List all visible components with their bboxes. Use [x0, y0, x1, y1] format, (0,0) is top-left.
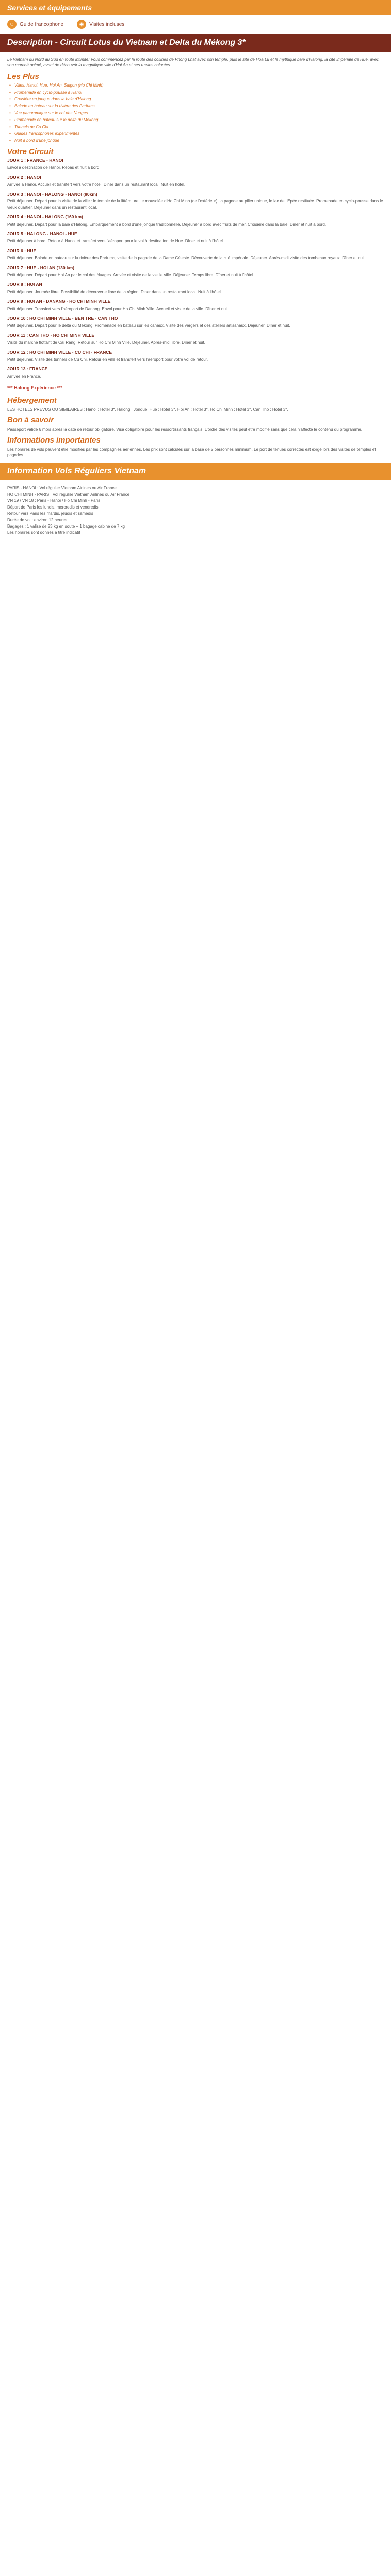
plus-item: • Villes: Hanoi, Hue, Hoi An, Saigon (Ho Chi Minh) — [14, 82, 384, 88]
day-text: Petit déjeuner. Visite des tunnels de Cu Chi. Retour en ville et transfert vers l'aéroport pour votre vol de retour. — [7, 357, 208, 362]
services-title: Services et équipements — [7, 4, 92, 12]
day-block — [7, 350, 384, 363]
day-title: JOUR 3 : HANOI - HALONG - HANOI (80km) — [7, 191, 97, 197]
description-title: Description - Circuit Lotus du Vietnam et Delta du Mékong 3* — [7, 38, 246, 47]
flight-line: Durée de vol : environ 12 heures — [7, 517, 68, 522]
services-header — [0, 0, 391, 15]
day-title: JOUR 9 : HOI AN - DANANG - HO CHI MINH VILLE — [7, 299, 111, 304]
camera-icon: ◉ — [77, 20, 86, 29]
visits-service — [77, 20, 124, 29]
day-title: JOUR 2 : HANOI — [7, 175, 41, 180]
day-block — [7, 316, 384, 329]
day-title: JOUR 1 : FRANCE - HANOI — [7, 158, 63, 163]
day-text: Envol à destination de Hanoi. Repas et nuit à bord. — [7, 165, 101, 170]
plus-item: • Promenade en cyclo-pousse à Hanoi — [14, 90, 384, 95]
day-block — [7, 192, 384, 210]
day-title: JOUR 11 : CAN THO - HO CHI MINH VILLE — [7, 332, 95, 338]
infos-text: Les horaires de vols peuvent être modifiés par les compagnies aériennes. Les prix sont calculés sur la base de 2 personnes minimum. Le port de tenues correctes est exigé lors des visites de temples et pagodes. — [7, 447, 376, 458]
visits-label: Visites incluses — [89, 21, 125, 27]
intro-text: Le Vietnam du Nord au Sud en toute intimité! Vous commencez par la route des collines de Phong Lhat avec son temple, puis le site de Hoa Lu et la mythique baie d'Halong, la cité impériale de Hué, avec son marché animé, avant de découvrir la magnifique ville d'Hoi An et ses ruelles colorées. — [7, 57, 379, 68]
day-title: JOUR 5 : HALONG - HANOI - HUE — [7, 231, 77, 236]
day-title: JOUR 7 : HUE - HOI AN (130 km) — [7, 265, 75, 270]
day-block — [7, 282, 384, 295]
day-text: Petit déjeuner. Départ pour la visite de la ville : le temple de la littérature, le mausolée d'Ho Chi Minh (de l'extérieur), la pagode au pilier unique, le lac de l'Épée restituée. Promenade en cyclo-pousse dans le vieux quartier. Déjeuner dans un restaurant local. — [7, 199, 383, 210]
description-header — [0, 34, 391, 52]
day-title: JOUR 10 : HO CHI MINH VILLE - BEN TRE - CAN THO — [7, 316, 118, 321]
flight-line: Bagages : 1 valise de 23 kg en soute + 1 bagage cabine de 7 kg — [7, 523, 125, 529]
flights-content — [0, 480, 391, 536]
guide-label: Guide francophone — [20, 21, 64, 27]
day-title: JOUR 8 : HOI AN — [7, 282, 42, 287]
day-title: JOUR 4 : HANOI - HALONG (160 km) — [7, 214, 83, 220]
day-block — [7, 214, 384, 227]
day-text: Petit déjeuner. Départ pour Hoi An par le col des Nuages. Arrivée et visite de la vieille ville. Déjeuner. Temps libre. Dîner et nuit à l'hôtel. — [7, 272, 254, 277]
day-block — [7, 231, 384, 244]
flights-header — [0, 463, 391, 480]
day-block — [7, 175, 384, 188]
day-text: Petit déjeuner. Journée libre. Possibilité de découverte libre de la région. Diner dans un restaurant local. Nuit à l'hôtel. — [7, 289, 222, 294]
hebergement-text: LES HOTELS PREVUS OU SIMILAIRES : Hanoi : Hotel 3*, Halong : Jonque, Hue : Hotel 3*, Hoi An : Hotel 3*, Ho Chi Minh : Hotel 3*, Can Tho : Hotel 3*. — [7, 407, 288, 412]
plus-title: Les Plus — [7, 72, 39, 81]
day-block — [7, 299, 384, 312]
flight-line: PARIS - HANOI : Vol régulier Vietnam Airlines ou Air France — [7, 485, 117, 490]
day-block — [7, 265, 384, 278]
flight-line: Retour vers Paris les mardis, jeudis et samedis — [7, 511, 93, 516]
day-title: JOUR 6 : HUE — [7, 248, 37, 253]
guide-icon: ☺ — [7, 20, 17, 29]
day-title: JOUR 13 : FRANCE — [7, 366, 48, 372]
plus-item: • Guides francophones expérimentés — [14, 131, 384, 137]
day-text: Petit déjeuner à bord. Retour à Hanoi et transfert vers l'aéroport pour le vol à destination de Hue. Dîner et nuit à l'hôtel. — [7, 239, 224, 244]
day-text: Petit déjeuner. Départ pour la baie d'Halong. Embarquement à bord d'une jonque traditionnelle. Déjeuner à bord avec fruits de mer. Croisière dans la baie. Diner et nuit à bord. — [7, 222, 327, 227]
day-block — [7, 158, 384, 171]
plus-item: • Nuit à bord d'une jonque — [14, 138, 384, 143]
day-text: Petit déjeuner. Balade en bateau sur la rivière des Parfums, visite de la pagode de la Dame Céleste. Découverte de la cité impériale. Déjeuner. Après-midi visite des tombeaux royaux. Dîner et nuit. — [7, 256, 366, 261]
plus-item: • Croisière en jonque dans la baie d'Halong — [14, 96, 384, 102]
day-text: Arrivée en France. — [7, 374, 41, 379]
flight-line: Les horaires sont donnés à titre indicatif — [7, 530, 80, 535]
content — [0, 52, 391, 459]
plus-item: • Promenade en bateau sur le delta du Mékong — [14, 117, 384, 123]
day-text: Petit déjeuner. Départ pour le delta du Mékong. Promenade en bateau sur les canaux. Visite des vergers et des ateliers artisanaux. Déjeuner. Dîner et nuit. — [7, 323, 290, 328]
flights-title: Information Vols Réguliers Vietnam — [7, 466, 146, 476]
halong-experience-note: *** Halong Expérience *** — [7, 385, 63, 391]
day-text: Visite du marché flottant de Cai Rang. Retour sur Ho Chi Minh Ville. Déjeuner. Après-midi libre. Dîner et nuit. — [7, 340, 205, 345]
flight-line: Départ de Paris les lundis, mercredis et vendredis — [7, 504, 99, 510]
day-text: Petit déjeuner. Transfert vers l'aéroport de Danang. Envol pour Ho Chi Minh Ville. Accueil et visite de la ville. Dîner et nuit. — [7, 306, 230, 311]
services-row — [0, 15, 391, 34]
day-text: Arrivée à Hanoi. Accueil et transfert vers votre hôtel. Diner dans un restaurant local. Nuit en hôtel. — [7, 182, 186, 187]
day-block — [7, 248, 384, 261]
hebergement-title: Hébergement — [7, 396, 57, 405]
flight-line: HO CHI MINH - PARIS : Vol régulier Vietnam Airlines ou Air France — [7, 492, 130, 497]
circuit-title: Votre Circuit — [7, 147, 54, 156]
day-block — [7, 366, 384, 379]
plus-item: • Vue panoramique sur le col des Nuages — [14, 110, 384, 116]
guide-service — [7, 20, 63, 29]
plus-item: • Tunnels de Cu Chi — [14, 124, 384, 130]
bonsavoir-text: Passeport valide 6 mois après la date de retour obligatoire. Visa obligatoire pour les ressortissants français. L'ordre des visites peut être modifié sans que cela n'affecte le contenu du programme. — [7, 427, 363, 432]
day-title: JOUR 12 : HO CHI MINH VILLE - CU CHI - FRANCE — [7, 349, 112, 355]
infos-title: Informations importantes — [7, 436, 101, 445]
flight-line: VN 19 / VN 18 : Paris - Hanoi / Ho Chi Minh - Paris — [7, 498, 101, 503]
plus-list — [7, 82, 384, 144]
bonsavoir-title: Bon à savoir — [7, 416, 54, 425]
day-block — [7, 333, 384, 346]
plus-item: • Balade en bateau sur la rivière des Parfums — [14, 103, 384, 109]
